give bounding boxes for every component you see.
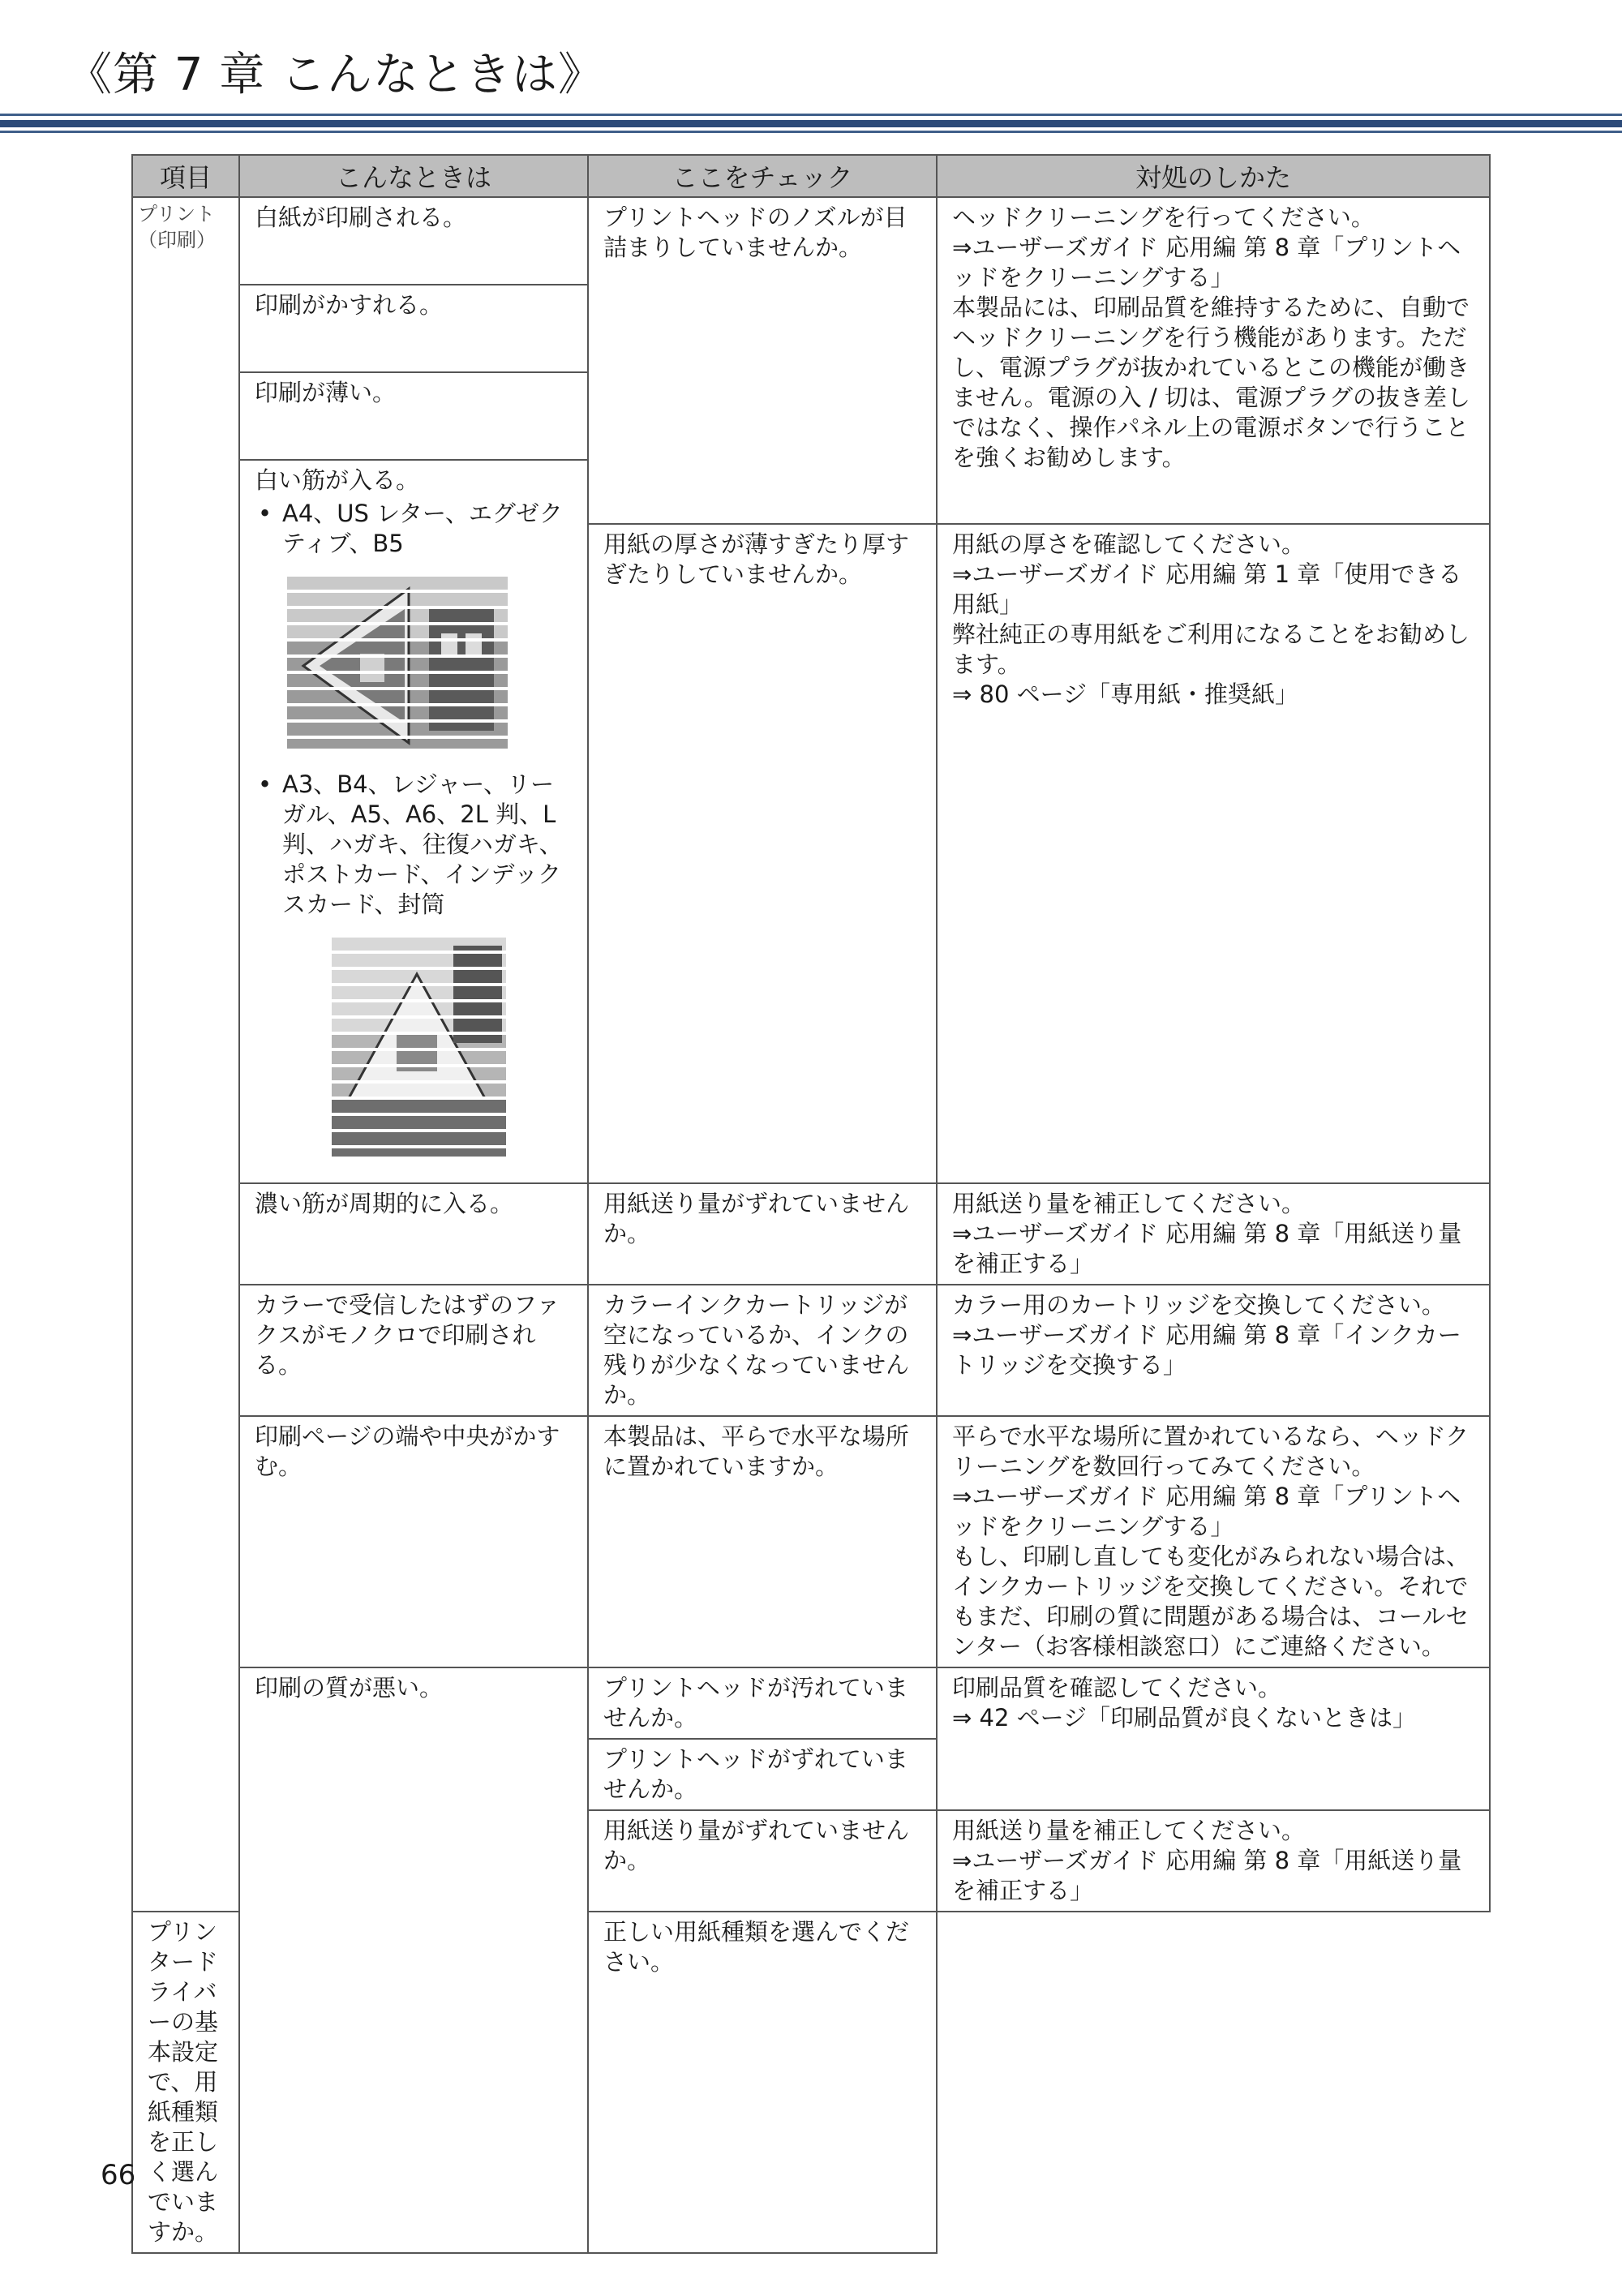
- action-cell: カラー用のカートリッジを交換してください。 ⇒ユーザーズガイド 応用編 第 8 章「インクカートリッジを交換する」: [937, 1285, 1490, 1416]
- category-cell: プリント（印刷）: [132, 197, 239, 1912]
- check-cell: 用紙の厚さが薄すぎたり厚すぎたりしていませんか。: [588, 524, 937, 1183]
- action-cell: 印刷品質を確認してください。 ⇒ 42 ページ「印刷品質が良くないときは」: [937, 1667, 1490, 1810]
- check-cell: 本製品は、平らで水平な場所に置かれていますか。: [588, 1416, 937, 1667]
- action-cell: 正しい用紙種類を選んでください。: [588, 1912, 937, 2253]
- troubleshooting-table: [131, 154, 1491, 2254]
- action-cell: ヘッドクリーニングを行ってください。 ⇒ユーザーズガイド 応用編 第 8 章「プリントヘッドをクリーニングする」 本製品には、印刷品質を維持するために、自動でヘッドクリーニングを行う機能があります。ただし、電源プラグが抜かれているとこの機能が働きません。電源の入 / 切は、電源プラグの抜き差しではなく、操作パネル上の電源ボタンで行うことを強くお勧めします。: [937, 197, 1490, 524]
- page-number: 66: [101, 2159, 136, 2191]
- header-rule-thick: [0, 120, 1622, 127]
- table-row: [132, 1416, 1490, 1667]
- column-header-check: ここをチェック: [588, 155, 937, 197]
- table-row: [132, 1285, 1490, 1416]
- symptom-cell: カラーで受信したはずのファクスがモノクロで印刷される。: [239, 1285, 588, 1416]
- check-cell: カラーインクカートリッジが空になっているか、インクの残りが少なくなっていませんか。: [588, 1285, 937, 1416]
- column-header-action: 対処のしかた: [937, 155, 1490, 197]
- symptom-text: 白い筋が入る。: [255, 466, 420, 494]
- column-header-symptom: こんなときは: [239, 155, 588, 197]
- table-header-row: [132, 155, 1490, 197]
- header-rule-bottom: [0, 131, 1622, 133]
- symptom-cell: 印刷ページの端や中央がかすむ。: [239, 1416, 588, 1667]
- action-cell: 用紙送り量を補正してください。 ⇒ユーザーズガイド 応用編 第 8 章「用紙送り量を補正する」: [937, 1183, 1490, 1285]
- action-cell: 用紙送り量を補正してください。 ⇒ユーザーズガイド 応用編 第 8 章「用紙送り量を補正する」: [937, 1810, 1490, 1912]
- symptom-cell: 濃い筋が周期的に入る。: [239, 1183, 588, 1285]
- bullet-item: • A4、US レター、エグゼクティブ、B5: [255, 499, 576, 559]
- streak-sample-image-1: [287, 577, 508, 749]
- check-cell: 用紙送り量がずれていませんか。: [588, 1183, 937, 1285]
- check-cell: プリントヘッドがずれていませんか。: [588, 1739, 937, 1810]
- column-header-item: 項目: [132, 155, 239, 197]
- check-cell: プリンタードライバーの基本設定で、用紙種類を正しく選んでいますか。: [132, 1912, 239, 2253]
- symptom-cell: 印刷の質が悪い。: [239, 1667, 588, 2253]
- header-rule-top: [0, 114, 1622, 116]
- table-row: [132, 1667, 1490, 1739]
- chapter-title: 《第 7 章 こんなときは》: [67, 49, 605, 101]
- symptom-cell: 印刷が薄い。: [239, 372, 588, 460]
- action-cell: 用紙の厚さを確認してください。 ⇒ユーザーズガイド 応用編 第 1 章「使用できる用紙」 弊社純正の専用紙をご利用になることをお勧めします。 ⇒ 80 ページ「専用紙・推奨紙」: [937, 524, 1490, 1183]
- check-cell: プリントヘッドのノズルが目詰まりしていませんか。: [588, 197, 937, 524]
- table-row: [132, 197, 1490, 285]
- symptom-cell: 白紙が印刷される。: [239, 197, 588, 285]
- table-row: [132, 1183, 1490, 1285]
- check-cell: プリントヘッドが汚れていませんか。: [588, 1667, 937, 1739]
- action-cell: 平らで水平な場所に置かれているなら、ヘッドクリーニングを数回行ってみてください。 ⇒ユーザーズガイド 応用編 第 8 章「プリントヘッドをクリーニングする」 もし、印刷し直しても変化がみられない場合は、インクカートリッジを交換してください。それでもまだ、印刷の質に問題がある場合は、コールセンター（お客様相談窓口）にご連絡ください。: [937, 1416, 1490, 1667]
- check-cell: 用紙送り量がずれていませんか。: [588, 1810, 937, 1912]
- streak-sample-image-2: [332, 938, 506, 1157]
- symptom-cell-white-streaks: [239, 460, 588, 1183]
- symptom-cell: 印刷がかすれる。: [239, 285, 588, 372]
- bullet-item: • A3、B4、レジャー、リーガル、A5、A6、2L 判、L 判、ハガキ、往復ハガキ、ポストカード、インデックスカード、封筒: [255, 770, 576, 920]
